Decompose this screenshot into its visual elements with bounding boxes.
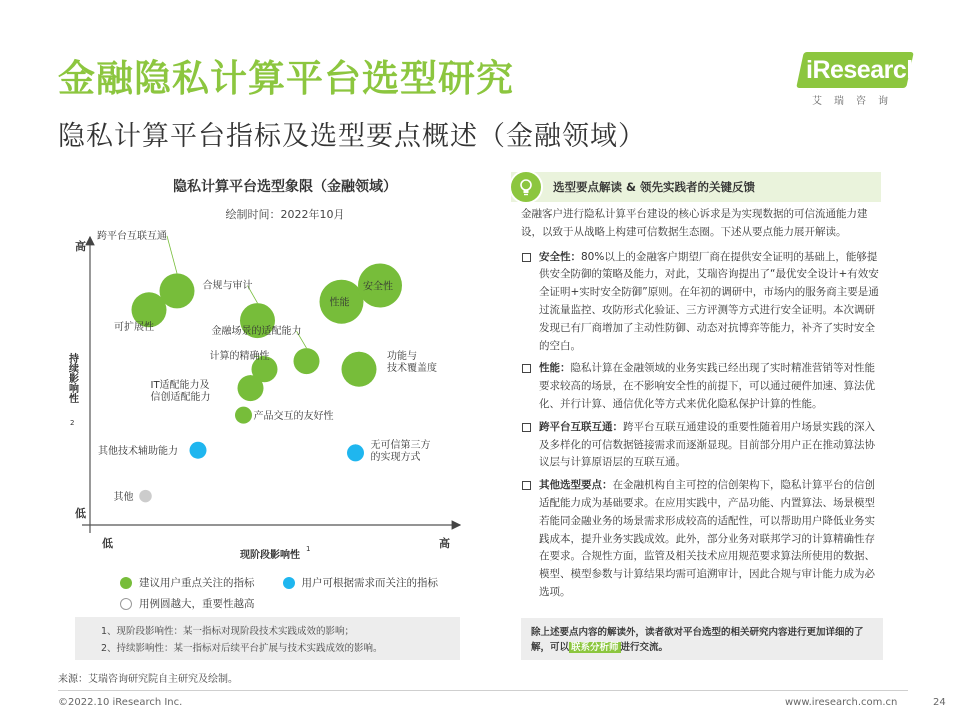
green-dot-icon (120, 577, 132, 589)
note-2: 2、持续影响性：某一指标对后续平台扩展与技术实践成效的影响。 (101, 643, 383, 654)
legend-size-label: 用例圆越大，重要性越高 (139, 598, 255, 610)
point-label: 其他技术辅助能力 (98, 446, 178, 458)
legend-key-label: 建议用户重点关注的指标 (139, 577, 255, 589)
note-1: 1、现阶段影响性：某一指标对现阶段技术实践成效的影响； (101, 626, 355, 637)
scatter-point (294, 348, 320, 374)
y-high-label: 高 (75, 240, 86, 253)
source-note: 来源：艾瑞咨询研究院自主研究及绘制。 (58, 674, 238, 685)
point-label: 产品交互的友好性 (253, 411, 334, 423)
circle-outline-icon (120, 598, 132, 610)
blue-dot-icon (283, 577, 295, 589)
bullet-text: 在金融机构自主可控的信创架构下，隐私计算平台的信创适配能力成为基础要求。在应用实践中，产品功能、内置算法、场景模型若能同金融业务的场景需求形成较高的适配性，可以帮助用户降低业务实践成本，提升业务实践成效。此外，部分业务对联邦学习的计算精确性存在要求。合规性方面，监管及相关技术应用规范要求算法所使用的数据、模型、模型参数与计算结果均需可追溯审计，因此合规与审计能力成为必选项。 (539, 479, 875, 598)
panel-foot-post: 进行交流。 (620, 642, 669, 653)
quadrant-chart (60, 225, 470, 570)
leader-line (167, 236, 177, 274)
point-label: 其他 (113, 492, 134, 504)
panel-intro: 金融客户进行隐私计算平台建设的核心诉求是为实现数据的可信流通能力建设，以致于从战略上构建可信数据生态圈。下述从要点能力展开解读。 (521, 208, 868, 238)
checkbox-icon (522, 364, 531, 373)
scatter-point (238, 375, 264, 401)
point-label: 可扩展性 (114, 321, 154, 333)
chart-notes (75, 617, 460, 660)
checkbox-icon (522, 253, 531, 262)
bullet-other (521, 477, 883, 602)
point-label: 合规与审计 (202, 280, 253, 292)
checkbox-icon (522, 423, 531, 432)
scatter-point (347, 444, 364, 461)
checkbox-icon (522, 481, 531, 490)
bullet-key: 其他选型要点： (539, 479, 613, 492)
scatter-point (235, 407, 252, 424)
scatter-point (139, 490, 152, 503)
panel-title: 选型要点解读 & 领先实践者的关键反馈 (553, 180, 756, 194)
point-label: 计算的精确性 (209, 351, 270, 363)
x-high-label: 高 (439, 537, 450, 550)
y-low-label: 低 (75, 507, 86, 520)
footer-copyright: ©2022.10 iResearch Inc. (58, 697, 183, 708)
x-axis-sup: 1 (306, 545, 311, 553)
footer-url[interactable]: www.iresearch.com.cn (785, 697, 898, 708)
logo-cn: 艾瑞咨询 (812, 96, 900, 107)
chart-title: 隐私计算平台选型象限（金融领域） (173, 179, 397, 195)
legend-item-key (120, 575, 255, 590)
bullet-text: 跨平台互联互通建设的重要性随着用户场景实践的深入及多样化的可信数据链接需求而逐渐显现。目前部分用户正在推动算法协议层与计算原语层的互联互通。 (539, 420, 875, 469)
bullet-interconnect (521, 419, 883, 472)
chart-legend (120, 572, 466, 614)
panel-body (521, 206, 883, 607)
point-label: 安全性 (363, 281, 393, 293)
contact-analyst-link[interactable]: 联系分析师 (571, 642, 619, 653)
point-label: 功能与技术覆盖度 (387, 351, 437, 375)
point-label: 跨平台互联互通 (97, 230, 167, 242)
logo-text: iResearch (806, 56, 922, 84)
bullet-performance (521, 360, 883, 413)
x-axis-label: 现阶段影响性 (240, 550, 300, 561)
scatter-point (190, 442, 207, 459)
y-axis-label: 持续影响性 (66, 353, 78, 403)
footer-divider (58, 690, 908, 691)
iresearch-logo (800, 52, 922, 108)
point-label: IT适配能力及信创适配能力 (150, 380, 211, 404)
bullet-key: 性能： (539, 362, 571, 375)
point-label: 性能 (329, 297, 350, 309)
bullet-key: 安全性： (539, 250, 581, 263)
y-axis-sup: 2 (70, 419, 75, 427)
page-subtitle: 隐私计算平台指标及选型要点概述（金融领域） (58, 121, 646, 152)
bullet-key: 跨平台互联互通： (539, 420, 623, 433)
legend-customer-label: 用户可根据需求而关注的指标 (301, 577, 438, 589)
panel-footer-note (521, 618, 883, 660)
panel-foot-pre: 除上述要点内容的解读外，读者欲对平台选型的相关研究内容进行更加详细的了解，可以 (531, 627, 864, 653)
lightbulb-icon (509, 170, 543, 204)
chart-date: 绘制时间：2022年10月 (225, 208, 345, 221)
page-number: 24 (933, 697, 946, 708)
x-low-label: 低 (102, 537, 113, 550)
legend-item-size (120, 596, 255, 611)
page-title: 金融隐私计算平台选型研究 (58, 57, 514, 100)
point-label: 无可信第三方的实现方式 (370, 439, 431, 463)
bullet-text: 隐私计算在金融领域的业务实践已经出现了实时精准营销等对性能要求较高的场景，在不影响安全性的前提下，可以通过硬件加速、算法优化、并行计算、通信优化等方式来优化隐私保护计算的性能。 (539, 362, 875, 410)
scatter-point (342, 352, 377, 387)
bullet-security (521, 249, 883, 356)
legend-item-customer (283, 575, 439, 590)
bullet-text: 80%以上的金融客户期望厂商在提供安全证明的基础上，能够提供安全防御的策略及能力，对此，艾瑞咨询提出了“最优安全设计+有效安全证明+实时安全防御”原则。在年初的调研中，市场内的服务商主要是通过流量监控、攻防形式化验证、三方评测等方式进行安全证明。本次调研发现已有厂商增加了主动性防御、动态对抗博弈等能力，补齐了实时安全的空白。 (539, 250, 879, 352)
point-label: 金融场景的适配能力 (211, 326, 302, 338)
